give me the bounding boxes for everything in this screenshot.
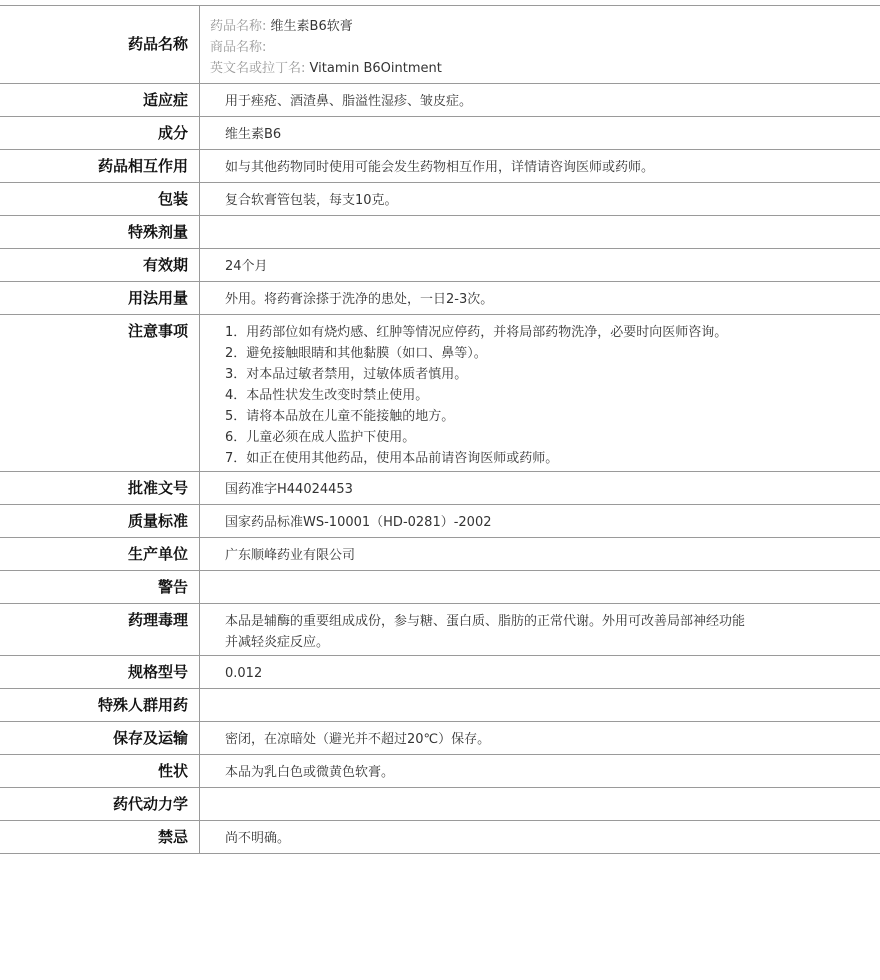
english-name-key: 英文名或拉丁名:: [210, 61, 306, 76]
pharmacology-line: 本品是辅酶的重要组成成份，参与糖、蛋白质、脂肪的正常代谢。外用可改善局部神经功能: [225, 614, 746, 629]
generic-name-line: [210, 16, 870, 37]
row-value: 尚不明确。: [225, 831, 291, 846]
row-shelf-life: [0, 249, 880, 282]
row-label: 药品名称: [0, 6, 200, 83]
row-label: 质量标准: [0, 505, 200, 537]
english-name-value: Vitamin B6Ointment: [309, 61, 442, 76]
row-quality-standard: [0, 505, 880, 538]
row-label: 用法用量: [0, 282, 200, 314]
drug-info-table: [0, 5, 880, 854]
row-value: 0.012: [225, 666, 263, 681]
row-value: 用于痤疮、酒渣鼻、脂溢性湿疹、皱皮症。: [225, 94, 473, 109]
row-value: 如与其他药物同时使用可能会发生药物相互作用，详情请咨询医师或药师。: [225, 160, 655, 175]
row-label: 有效期: [0, 249, 200, 281]
row-label: 特殊剂量: [0, 216, 200, 248]
row-value: 复合软膏管包装，每支10克。: [225, 193, 398, 208]
row-label: 性状: [0, 755, 200, 787]
row-label: 警告: [0, 571, 200, 603]
row-pharmacokinetics: [0, 788, 880, 821]
generic-name-value: 维生素B6软膏: [270, 19, 353, 34]
row-label: 适应症: [0, 84, 200, 116]
row-value: 国药准字H44024453: [225, 482, 353, 497]
precaution-item: 2．避免接触眼睛和其他黏膜（如口、鼻等）。: [225, 346, 487, 361]
precaution-item: 3．对本品过敏者禁用，过敏体质者慎用。: [225, 367, 468, 382]
precaution-item: 5．请将本品放在儿童不能接触的地方。: [225, 409, 455, 424]
row-contraindications: [0, 821, 880, 854]
trade-name-key: 商品名称:: [210, 40, 267, 55]
row-approval-number: [0, 472, 880, 505]
row-label: 药代动力学: [0, 788, 200, 820]
row-value: 24个月: [225, 259, 268, 274]
row-ingredients: [0, 117, 880, 150]
generic-name-key: 药品名称:: [210, 19, 267, 34]
row-label: 成分: [0, 117, 200, 149]
precaution-item: 1．用药部位如有烧灼感、红肿等情况应停药，并将局部药物洗净，必要时向医师咨询。: [225, 325, 728, 340]
row-storage: [0, 722, 880, 755]
row-label: 注意事项: [0, 315, 200, 471]
row-label: 批准文号: [0, 472, 200, 504]
english-name-line: [210, 58, 870, 79]
row-packaging: [0, 183, 880, 216]
row-value: 密闭，在凉暗处（避光并不超过20℃）保存。: [225, 732, 491, 747]
precaution-item: 7．如正在使用其他药品，使用本品前请咨询医师或药师。: [225, 451, 559, 466]
precaution-item: 4．本品性状发生改变时禁止使用。: [225, 388, 429, 403]
precaution-item: 6．儿童必须在成人监护下使用。: [225, 430, 416, 445]
row-special-dosage: [0, 216, 880, 249]
row-value: 外用。将药膏涂搽于洗净的患处，一日2-3次。: [225, 292, 494, 307]
row-value: 国家药品标准WS-10001（HD-0281）-2002: [225, 515, 492, 530]
pharmacology-line: 并减轻炎症反应。: [225, 635, 330, 650]
row-label: 特殊人群用药: [0, 689, 200, 721]
row-warning: [0, 571, 880, 604]
row-label: 规格型号: [0, 656, 200, 688]
row-label: 包装: [0, 183, 200, 215]
row-appearance: [0, 755, 880, 788]
row-drug-name: [0, 6, 880, 84]
row-special-populations: [0, 689, 880, 722]
row-interactions: [0, 150, 880, 183]
row-value: [200, 788, 880, 820]
row-label: 禁忌: [0, 821, 200, 853]
row-value: [200, 216, 880, 248]
row-value: [200, 571, 880, 603]
row-manufacturer: [0, 538, 880, 571]
row-value: 广东顺峰药业有限公司: [225, 548, 356, 563]
row-usage-dosage: [0, 282, 880, 315]
pharmacology-text: [200, 604, 880, 655]
trade-name-line: [210, 37, 870, 58]
row-indications: [0, 84, 880, 117]
row-precautions: [0, 315, 880, 472]
row-value: [200, 689, 880, 721]
row-value: 维生素B6: [225, 127, 282, 142]
row-label: 药理毒理: [0, 604, 200, 655]
drug-name-values: [200, 6, 880, 83]
row-label: 生产单位: [0, 538, 200, 570]
row-label: 保存及运输: [0, 722, 200, 754]
row-pharmacology: [0, 604, 880, 656]
precautions-list: [200, 315, 880, 471]
row-label: 药品相互作用: [0, 150, 200, 182]
row-value: 本品为乳白色或微黄色软膏。: [225, 765, 395, 780]
row-specification: [0, 656, 880, 689]
